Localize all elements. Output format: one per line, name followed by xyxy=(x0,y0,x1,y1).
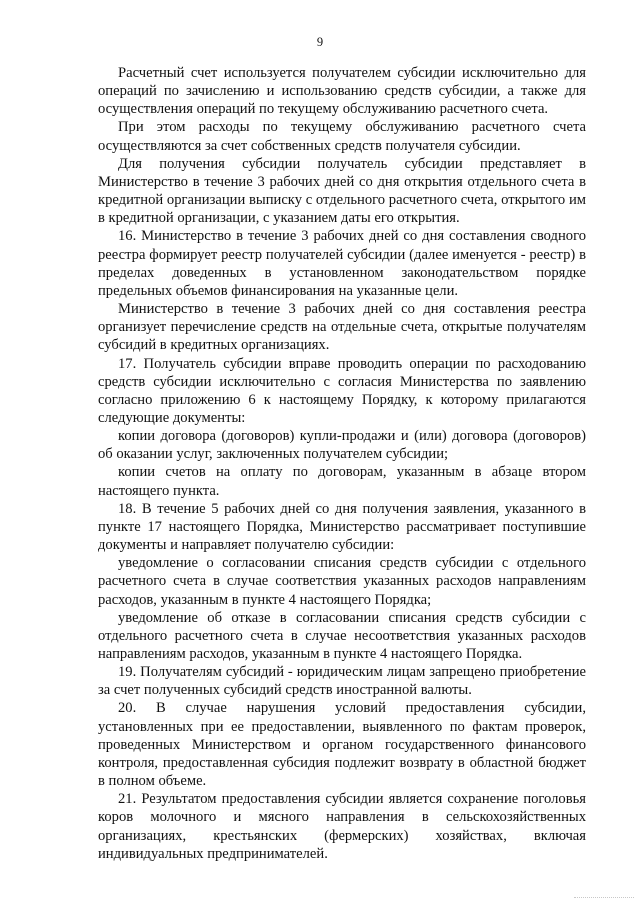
paragraph: уведомление о согласовании списания средств субсидии с отдельного расчетного счета в случае соответствия указанных расходов направлениям расходов, указанным в пункте 4 настоящего Порядка; xyxy=(98,555,586,608)
paragraph-item-21: 21. Результатом предоставления субсидии является сохранение поголовья коров молочного и мясного направления в сельскохозяйственных организациях, крестьянских (фермерских) хозяйствах, включая индивидуальных предпринимателей. xyxy=(98,791,586,862)
paragraph: Расчетный счет используется получателем субсидии исключительно для операций по зачислению и использованию средств субсидии, а также для осуществления операций по текущему обслуживанию расчетного счета. xyxy=(98,65,586,118)
paragraph-item-20: 20. В случае нарушения условий предоставления субсидии, установленных при ее предоставлении, выявленного по фактам проверок, проведенных Министерством и органом государственного финансового контроля, предоставленная субсидия подлежит возврату в областной бюджет в полном объеме. xyxy=(98,700,586,790)
paragraph-item-18: 18. В течение 5 рабочих дней со дня получения заявления, указанного в пункте 17 настоящего Порядка, Министерство рассматривает поступившие документы и направляет получателю субсидии: xyxy=(98,500,586,554)
paragraph: Министерство в течение 3 рабочих дней со дня составления реестра организует перечисление средств на отдельные счета, открытые получателям субсидий в кредитных организациях. xyxy=(98,301,586,354)
scan-artifact xyxy=(574,897,634,902)
document-body xyxy=(98,64,586,863)
paragraph: уведомление об отказе в согласовании списания средств субсидии с отдельного расчетного счета в случае несоответствия указанных расходов направлениям расходов, указанным в пункте 4 настоящего Порядка. xyxy=(98,609,586,662)
paragraph: Для получения субсидии получатель субсидии представляет в Министерство в течение 3 рабочих дней со дня открытия отдельного счета в кредитной организации выписку с отдельного расчетного счета, открытого им в кредитной организации, с указанием даты его открытия. xyxy=(98,155,586,227)
paragraph-item-19: 19. Получателям субсидий - юридическим лицам запрещено приобретение за счет полученных субсидий средств иностранной валюты. xyxy=(98,664,586,699)
paragraph: копии договора (договоров) купли-продажи и (или) договора (договоров) об оказании услуг, заключенных получателем субсидии; xyxy=(98,428,586,463)
paragraph-item-16: 16. Министерство в течение 3 рабочих дней со дня составления сводного реестра формирует реестр получателей субсидии (далее именуется - реестр) в пределах доведенных в установленном законодательством порядке предельных объемов финансирования на указанные цели. xyxy=(98,228,586,299)
paragraph-item-17: 17. Получатель субсидии вправе проводить операции по расходованию средств субсидии исключительно с согласия Министерства по заявлению согласно приложению 6 к настоящему Порядку, к которому прилагаются следующие документы: xyxy=(98,355,586,426)
paragraph: При этом расходы по текущему обслуживанию расчетного счета осуществляются за счет собственных средств получателя субсидии. xyxy=(98,119,586,154)
paragraph: копии счетов на оплату по договорам, указанным в абзаце втором настоящего пункта. xyxy=(98,464,586,499)
page-number: 9 xyxy=(316,35,324,49)
